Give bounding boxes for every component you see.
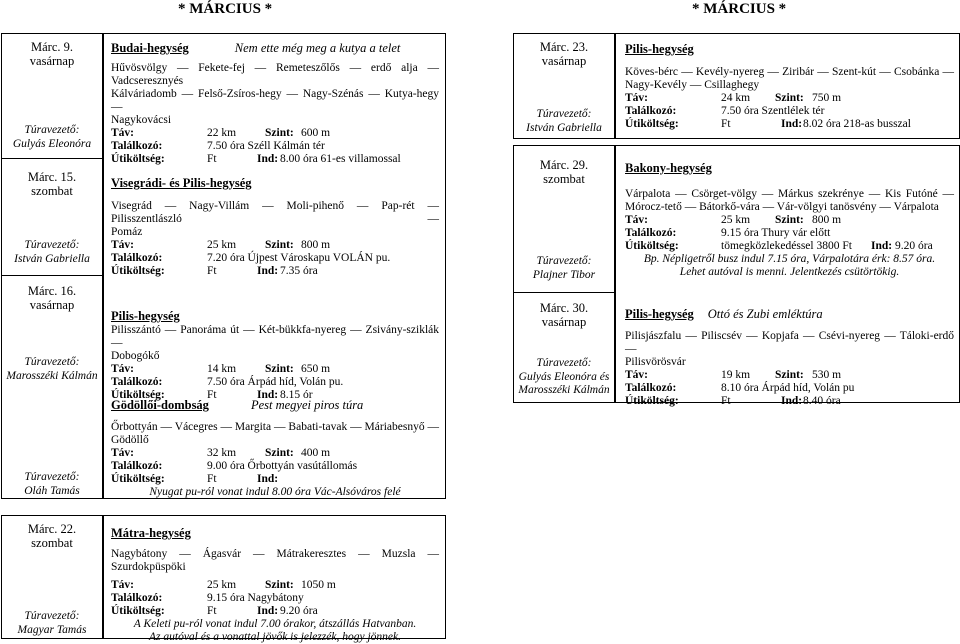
distance-label: Táv: — [625, 369, 648, 381]
schedule-right-date-column — [513, 33, 615, 139]
leader-label: Túravezető: — [24, 471, 80, 483]
distance-value: 25 km — [721, 214, 751, 226]
event-date: Márc. 30. — [539, 301, 589, 315]
distance-label: Táv: — [111, 447, 134, 459]
elevation-value: 800 m — [301, 239, 331, 251]
meeting-value: 7.50 óra Széll Kálmán tér — [207, 140, 325, 152]
event-title: Budai-hegység — [111, 41, 189, 55]
departure-label: Ind: — [871, 240, 893, 252]
departure-label: Ind: — [257, 265, 279, 277]
event-date: Márc. 15. — [27, 170, 77, 184]
currency: Ft — [207, 605, 217, 617]
travel-cost-label: Útiköltség: — [111, 605, 165, 617]
meeting-value: 7.20 óra Újpest Városkapu VOLÁN pu. — [207, 252, 391, 264]
schedule-right-details-column-2 — [615, 145, 960, 407]
schedule-left-details-column — [103, 33, 446, 499]
route-line: Pilisjászfalu — Piliscsév — Kopjafa — Csévi-nyereg — Táloki-erdő — — [625, 330, 954, 355]
meeting-value: 7.50 óra Árpád híd, Volán pu. — [207, 376, 344, 388]
event-pilis-3 — [625, 307, 954, 408]
route-line: Hűvösvölgy — Fekete-fej — Remeteszőlős — erdő alja — Vadcseresznyés — [111, 62, 439, 87]
travel-cost-label: Útiköltség: — [111, 473, 165, 485]
meeting-label: Találkozó: — [625, 105, 677, 117]
month-header-left: * MÁRCIUS * — [178, 1, 273, 17]
meeting-value: 9.15 óra Nagybátony — [207, 592, 304, 604]
elevation-label: Szint: — [775, 92, 804, 104]
distance-label: Táv: — [111, 239, 134, 251]
event-pilis-1 — [111, 309, 439, 402]
event-note: A Keleti pu-ról vonat indul 7.00 órakor, átszállás Hatvanban. — [133, 618, 417, 630]
elevation-label: Szint: — [265, 127, 294, 139]
departure-label: Ind: — [257, 389, 279, 401]
event-note: Nyugat pu-ról vonat indul 8.00 óra Vác-Alsóváros felé — [149, 486, 401, 498]
event-date: Márc. 29. — [539, 158, 589, 172]
meeting-value: 9.00 óra Őrbottyán vasútállomás — [207, 460, 358, 472]
elevation-value: 530 m — [812, 369, 842, 381]
distance-value: 14 km — [207, 363, 237, 375]
route-line: Mórocz-tető — Bátorkő-vára — Vár-völgyi tanösvény — Várpalota — [625, 201, 939, 213]
leader-name: István Gabriella — [526, 122, 602, 134]
event-title: Pilis-hegység — [625, 42, 694, 56]
departure-value: 7.35 óra — [280, 265, 318, 277]
event-bakony — [625, 161, 954, 279]
elevation-label: Szint: — [265, 363, 294, 375]
distance-label: Táv: — [625, 214, 648, 226]
currency: Ft — [721, 395, 731, 407]
elevation-label: Szint: — [775, 369, 804, 381]
leader-name: Gulyás Eleonóra és Marosszéki Kálmán — [518, 371, 610, 396]
event-godolloi — [111, 398, 439, 499]
distance-label: Táv: — [111, 363, 134, 375]
event-title: Gödöllői-dombság — [111, 398, 209, 412]
meeting-label: Találkozó: — [111, 376, 163, 388]
meeting-label: Találkozó: — [111, 460, 163, 472]
schedule-bottom-date-column — [1, 515, 103, 639]
elevation-label: Szint: — [265, 579, 294, 591]
elevation-value: 800 m — [812, 214, 842, 226]
schedule-right-details-column — [615, 33, 960, 139]
route-line: Köves-bérc — Kevély-nyereg — Ziribár — Szent-kút — Csobánka — — [625, 66, 954, 78]
elevation-label: Szint: — [265, 447, 294, 459]
route-line: Pilisszántó — Panoráma út — Két-bükkfa-nyereg — Zsivány-sziklák — — [111, 324, 439, 349]
leader-name: Marosszéki Kálmán — [6, 370, 98, 382]
leader-label: Túravezető: — [24, 239, 80, 251]
leader-name: István Gabriella — [14, 253, 90, 265]
event-subtitle: Nem ette még meg a kutya a telet — [234, 41, 401, 55]
event-title: Mátra-hegység — [111, 526, 191, 540]
travel-cost-label: Útiköltség: — [111, 389, 165, 401]
elevation-value: 750 m — [812, 92, 842, 104]
route-line: Kálváriadomb — Felső-Zsíros-hegy — Nagy-Szénás — Kutya-hegy — — [111, 88, 439, 113]
distance-label: Táv: — [625, 92, 648, 104]
leader-label: Túravezető: — [24, 124, 80, 136]
event-note: Az autóval és a vonattal jövők is jelezzék, hogy jönnek. — [149, 631, 401, 643]
row-divider — [2, 275, 102, 276]
leader-label: Túravezető: — [24, 356, 80, 368]
route-line: Őrbottyán — Vácegres — Margita — Babati-tavak — Máriabesnyő — — [111, 421, 439, 433]
event-date: Márc. 22. — [27, 522, 77, 536]
distance-value: 25 km — [207, 239, 237, 251]
distance-label: Táv: — [111, 579, 134, 591]
route-line: Pilisvörösvár — [625, 356, 686, 368]
meeting-label: Találkozó: — [111, 592, 163, 604]
departure-label: Ind: — [257, 605, 279, 617]
event-matra — [111, 526, 439, 644]
departure-label: Ind: — [781, 118, 803, 130]
event-visegradi — [111, 176, 439, 278]
elevation-value: 600 m — [301, 127, 331, 139]
event-subtitle: Ottó és Zubi emléktúra — [707, 307, 823, 321]
route-line: Nagy-Kevély — Csillaghegy — [625, 79, 760, 91]
event-title: Pilis-hegység — [625, 307, 694, 321]
distance-value: 24 km — [721, 92, 751, 104]
event-title: Visegrádi- és Pilis-hegység — [111, 176, 252, 190]
leader-label: Túravezető: — [536, 255, 592, 267]
departure-value: 9.20 óra — [895, 240, 933, 252]
elevation-value: 400 m — [301, 447, 331, 459]
event-day: szombat — [543, 172, 585, 186]
meeting-label: Találkozó: — [111, 140, 163, 152]
event-subtitle: Pest megyei piros túra — [250, 398, 364, 412]
leader-name: Oláh Tamás — [24, 485, 80, 497]
meeting-label: Találkozó: — [625, 382, 677, 394]
meeting-value: 8.10 óra Árpád híd, Volán pu — [721, 382, 855, 394]
departure-value: 8.02 óra 218-as busszal — [803, 118, 911, 130]
distance-label: Táv: — [111, 127, 134, 139]
elevation-value: 1050 m — [301, 579, 336, 591]
distance-value: 32 km — [207, 447, 237, 459]
event-day: szombat — [31, 184, 73, 198]
route-line: Pomáz — [111, 226, 143, 238]
route-line: Visegrád — Nagy-Villám — Moli-pihenő — Pap-rét — Pilisszentlászló — — [111, 200, 439, 225]
schedule-left-date-column — [1, 33, 103, 499]
route-line: Nagybátony — Ágasvár — Mátrakeresztes — Muzsla — Szurdokpüspöki — [111, 548, 439, 573]
schedule-bottom-details-column — [103, 515, 446, 643]
event-date: Márc. 23. — [539, 40, 589, 54]
departure-value: 8.15 ór — [280, 389, 313, 401]
event-date: Márc. 16. — [27, 284, 77, 298]
departure-value: 8.00 óra 61-es villamossal — [280, 153, 401, 165]
departure-label: Ind: — [781, 395, 803, 407]
meeting-value: 9.15 óra Thury vár előtt — [721, 227, 831, 239]
event-title: Bakony-hegység — [625, 161, 712, 175]
travel-cost-label: Útiköltség: — [625, 240, 679, 252]
departure-label: Ind: — [257, 473, 279, 485]
elevation-label: Szint: — [265, 239, 294, 251]
event-title: Pilis-hegység — [111, 309, 180, 323]
meeting-label: Találkozó: — [111, 252, 163, 264]
schedule-right-date-column-2 — [513, 145, 615, 403]
currency: Ft — [207, 153, 217, 165]
event-pilis-2 — [625, 42, 954, 131]
event-day: vasárnap — [29, 298, 75, 312]
travel-cost-label: Útiköltség: — [111, 153, 165, 165]
event-date: Márc. 9. — [31, 40, 73, 54]
event-note: Lehet autóval is menni. Jelentkezés csütörtökig. — [679, 266, 900, 278]
meeting-value: 7.50 óra Szentlélek tér — [721, 105, 825, 117]
month-header-right: * MÁRCIUS * — [692, 1, 787, 17]
event-day: szombat — [31, 536, 73, 550]
elevation-value: 650 m — [301, 363, 331, 375]
travel-cost-label: Útiköltség: — [625, 118, 679, 130]
route-line: Várpalota — Csörget-völgy — Márkus szekrénye — Kis Futóné — — [625, 188, 954, 200]
leader-label: Túravezető: — [24, 610, 80, 622]
event-day: vasárnap — [541, 54, 587, 68]
distance-value: 22 km — [207, 127, 237, 139]
distance-value: 19 km — [721, 369, 751, 381]
travel-cost-label: Útiköltség: — [625, 395, 679, 407]
elevation-label: Szint: — [775, 214, 804, 226]
leader-label: Túravezető: — [536, 357, 592, 369]
leader-name: Magyar Tamás — [17, 624, 87, 636]
departure-value: 9.20 óra — [280, 605, 318, 617]
departure-label: Ind: — [257, 153, 279, 165]
currency: Ft — [721, 118, 731, 130]
currency: Ft — [207, 473, 217, 485]
travel-cost-value: tömegközlekedéssel 3800 Ft — [721, 240, 852, 252]
meeting-label: Találkozó: — [625, 227, 677, 239]
travel-cost-label: Útiköltség: — [111, 265, 165, 277]
event-note: Bp. Népligetről busz indul 7.15 óra, Várpalotára érk: 8.57 óra. — [643, 253, 936, 265]
currency: Ft — [207, 265, 217, 277]
leader-name: Gulyás Eleonóra — [12, 138, 92, 150]
event-day: vasárnap — [541, 315, 587, 329]
departure-value: 8.40 óra — [803, 395, 841, 407]
event-day: vasárnap — [29, 54, 75, 68]
leader-name: Plajner Tibor — [532, 269, 596, 281]
row-divider — [2, 158, 102, 159]
currency: Ft — [207, 389, 217, 401]
leader-label: Túravezető: — [536, 108, 592, 120]
row-divider — [514, 292, 614, 293]
route-line: Gödöllő — [111, 434, 149, 446]
distance-value: 25 km — [207, 579, 237, 591]
route-line: Dobogókő — [111, 350, 160, 362]
route-line: Nagykovácsi — [111, 114, 172, 126]
event-budai — [111, 41, 439, 166]
